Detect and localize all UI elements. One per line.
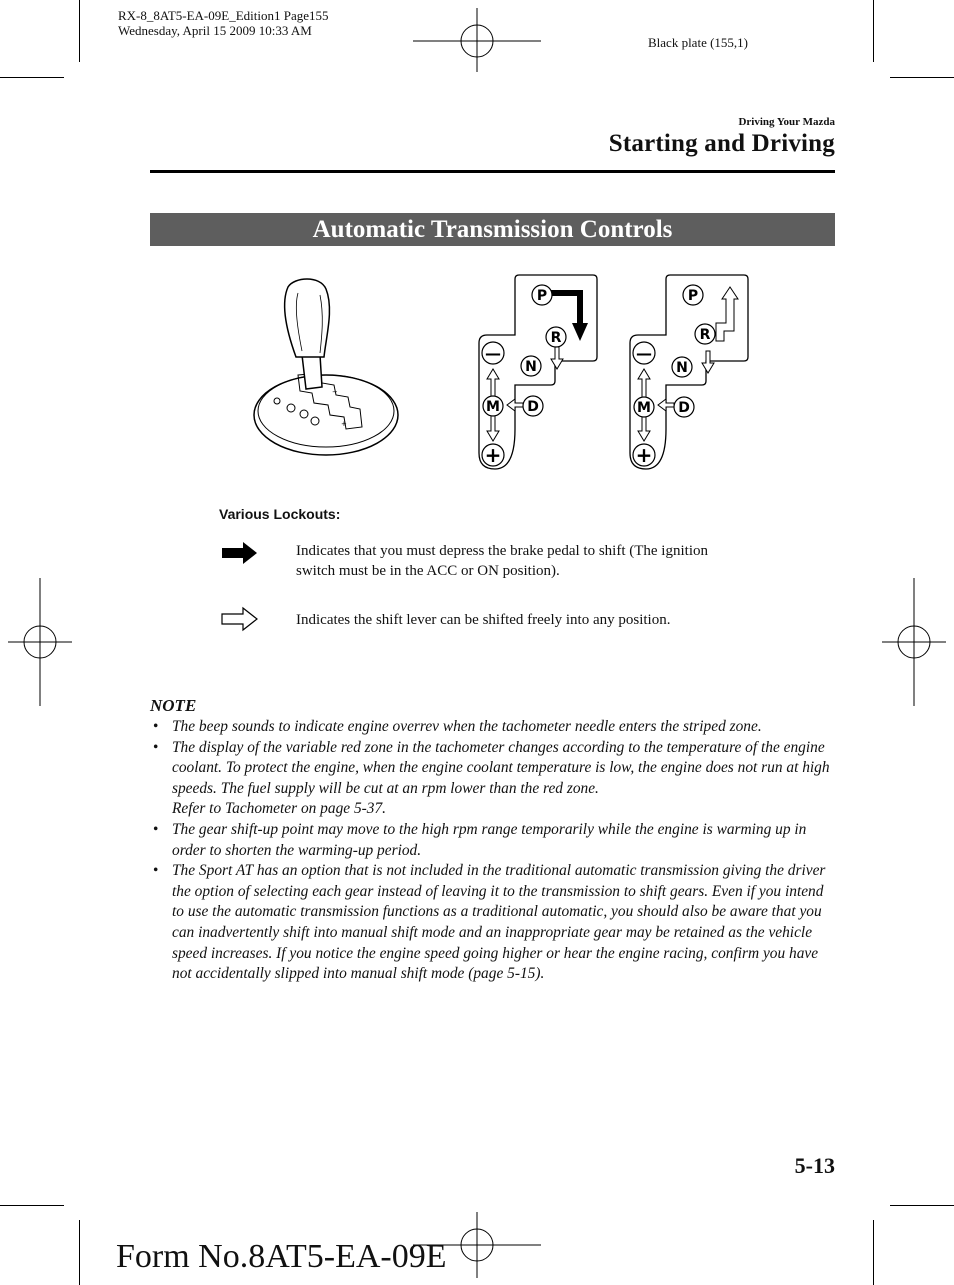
note-item-text: The beep sounds to indicate engine overrev when the tachometer needle enters the striped zone. [172, 718, 762, 735]
section-banner: Automatic Transmission Controls [150, 213, 835, 246]
note-item-text: The Sport AT has an option that is not included in the traditional automatic transmission giving the driver the option of selecting each gear instead of leaving it to the transmission to shift gears. Even if you intend to use the automatic transmission functions as a traditional automatic, you should also be aware that you can inadvertently shift into manual shift mode and an inappropriate gear may be retained as the vehicle speed increases. If you notice the engine speed going higher or hear the engine racing, confirm you have not accidentally slipped into manual shift mode (page 5-15). [172, 862, 826, 983]
print-job-line1: RX-8_8AT5-EA-09E_Edition1 Page155 [118, 8, 329, 23]
note-item-text: The display of the variable red zone in the tachometer changes according to the temperature of the engine coolant. To protect the engine, when the engine coolant temperature is low, the engine does not run at high speeds. The fuel supply will be cut at an rpm lower than the red zone. [172, 738, 830, 797]
lockout-text-outline [296, 610, 776, 630]
crop-mark-bottom-right-h [890, 1205, 954, 1206]
print-job-info [118, 8, 329, 38]
plate-info: Black plate (155,1) [648, 35, 748, 50]
registration-mark-top [413, 8, 541, 72]
shift-gate-diagram-manual-lockout [475, 273, 600, 473]
crop-mark-bottom-left-v [79, 1220, 80, 1285]
minus-label: — [636, 344, 652, 363]
note-list [150, 717, 838, 985]
gear-label-r: R [550, 330, 562, 346]
shift-gate-diagram-free [626, 273, 751, 473]
crop-mark-bottom-right-v [873, 1220, 874, 1285]
gear-label-p: P [687, 288, 699, 304]
form-number: Form No.8AT5-EA-09E [116, 1238, 447, 1275]
crop-mark-top-left-h [0, 77, 64, 78]
note-heading: NOTE [150, 696, 197, 715]
registration-mark-right [882, 578, 946, 706]
note-item-reference: Refer to Tachometer on page 5-37. [172, 800, 387, 818]
gear-label-n: N [676, 360, 688, 376]
page-number: 5-13 [794, 1153, 835, 1178]
plus-label: + [635, 443, 653, 467]
title-rule [150, 170, 835, 173]
svg-text:−: − [332, 388, 338, 396]
lockouts-heading: Various Lockouts: [219, 506, 341, 522]
gear-label-m: M [486, 399, 500, 415]
note-item [150, 820, 838, 861]
section-label: Driving Your Mazda [738, 116, 835, 128]
crop-mark-top-right-h [890, 77, 954, 78]
outline-arrow-icon [221, 606, 259, 632]
shift-lever-illustration [250, 275, 410, 465]
lockout-text-outline-line1: Indicates the shift lever can be shifted freely into any position. [296, 612, 671, 628]
registration-mark-left [8, 578, 72, 706]
solid-arrow-icon [221, 540, 259, 566]
plus-label: + [484, 443, 502, 467]
gear-label-r: R [699, 327, 711, 343]
note-item [150, 738, 838, 820]
note-item-text: The gear shift-up point may move to the high rpm range temporarily while the engine is warming up in order to shorten the warming-up period. [172, 820, 807, 859]
gear-label-d: D [678, 400, 690, 416]
lockout-text-solid-line2: switch must be in the ACC or ON position). [296, 563, 560, 579]
gear-label-n: N [525, 359, 537, 375]
gear-label-p: P [536, 288, 548, 304]
svg-text:+: + [341, 420, 347, 428]
minus-label: — [485, 344, 501, 363]
print-job-line2: Wednesday, April 15 2009 10:33 AM [118, 23, 312, 38]
note-item [150, 861, 838, 985]
page-title: Starting and Driving [608, 130, 835, 157]
crop-mark-top-right-v [873, 0, 874, 62]
gear-label-m: M [637, 400, 651, 416]
lockout-text-solid [296, 541, 776, 581]
crop-mark-bottom-left-h [0, 1205, 64, 1206]
gear-label-d: D [527, 399, 539, 415]
crop-mark-top-left-v [79, 0, 80, 62]
lockout-text-solid-line1: Indicates that you must depress the brake pedal to shift (The ignition [296, 543, 708, 559]
note-item [150, 717, 838, 738]
